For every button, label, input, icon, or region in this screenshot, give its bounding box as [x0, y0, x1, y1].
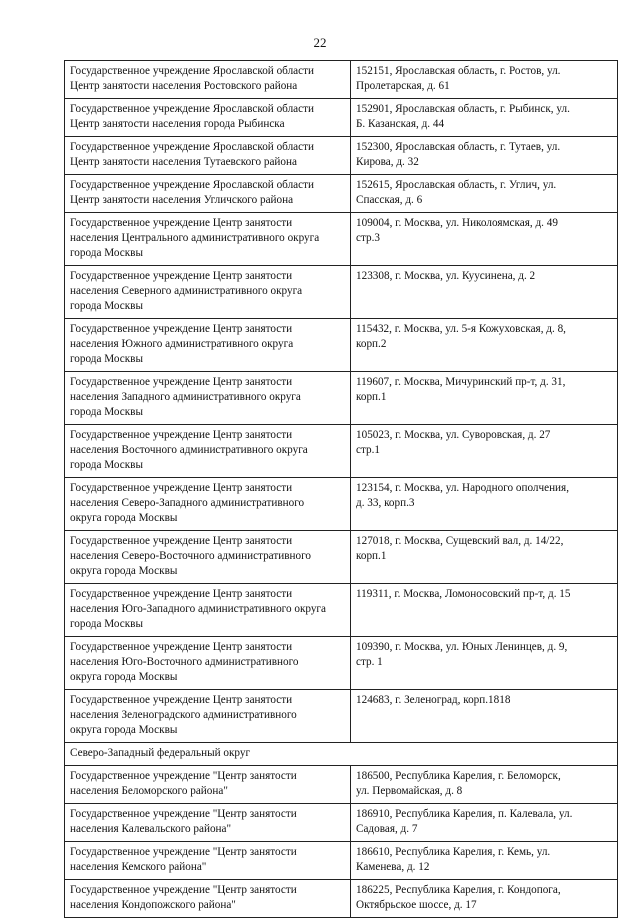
- institution-name-line: Государственное учреждение Ярославской области: [70, 103, 314, 115]
- address-line: 119607, г. Москва, Мичуринский пр-т, д. 31,: [356, 376, 566, 388]
- address-line: 123154, г. Москва, ул. Народного ополчения,: [356, 482, 569, 494]
- institution-name-line: населения Юго-Восточного административного: [70, 656, 299, 668]
- institution-name-line: населения Северного административного округа: [70, 285, 303, 297]
- address-line: 127018, г. Москва, Сущевский вал, д. 14/22,: [356, 535, 564, 547]
- page-number: 22: [313, 35, 327, 50]
- table-row: [65, 842, 618, 880]
- address-line: 152300, Ярославская область, г. Тутаев, ул.: [356, 141, 561, 153]
- address-line: корп.2: [356, 338, 387, 350]
- institution-name-line: населения Кондопожского района": [70, 899, 236, 911]
- address-cell: [351, 478, 618, 531]
- institution-name-line: населения Калевальского района": [70, 823, 232, 835]
- address-cell: [351, 425, 618, 478]
- institution-name-cell: [65, 372, 351, 425]
- address-line: стр.3: [356, 232, 380, 244]
- table-row: [65, 880, 618, 918]
- institution-name-line: населения Западного административного округа: [70, 391, 301, 403]
- address-cell: [351, 880, 618, 918]
- table-row: [65, 175, 618, 213]
- address-line: 186910, Республика Карелия, п. Калевала, ул.: [356, 808, 573, 820]
- address-cell: [351, 61, 618, 99]
- table-row: [65, 584, 618, 637]
- institution-name-line: населения Южного административного округа: [70, 338, 294, 350]
- address-cell: [351, 175, 618, 213]
- address-cell: [351, 766, 618, 804]
- institution-name-cell: [65, 137, 351, 175]
- table-row: [65, 690, 618, 743]
- address-cell: [351, 584, 618, 637]
- table-row: [65, 372, 618, 425]
- institution-name-cell: [65, 213, 351, 266]
- address-line: Октябрьское шоссе, д. 17: [356, 899, 477, 911]
- address-line: ул. Первомайская, д. 8: [356, 785, 463, 797]
- employment-centers-table: [64, 60, 618, 918]
- table-row: [65, 213, 618, 266]
- table-row: [65, 425, 618, 478]
- institution-name-line: округа города Москвы: [70, 512, 178, 524]
- address-cell: [351, 637, 618, 690]
- table-row: [65, 319, 618, 372]
- institution-name-cell: [65, 842, 351, 880]
- address-cell: [351, 266, 618, 319]
- institution-name-cell: [65, 584, 351, 637]
- institution-name-line: Государственное учреждение Центр занятости: [70, 376, 293, 388]
- address-line: 186610, Республика Карелия, г. Кемь, ул.: [356, 846, 551, 858]
- institution-name-line: города Москвы: [70, 353, 143, 365]
- address-line: 186500, Республика Карелия, г. Беломорск,: [356, 770, 561, 782]
- address-line: Спасская, д. 6: [356, 194, 423, 206]
- institution-name-line: Государственное учреждение Центр занятости: [70, 323, 293, 335]
- address-line: 123308, г. Москва, ул. Куусинена, д. 2: [356, 270, 536, 282]
- table-row: [65, 61, 618, 99]
- address-line: 109004, г. Москва, ул. Николоямская, д. 49: [356, 217, 558, 229]
- address-cell: [351, 99, 618, 137]
- address-line: 152901, Ярославская область, г. Рыбинск, ул.: [356, 103, 570, 115]
- table-row: [65, 637, 618, 690]
- institution-name-line: Государственное учреждение Центр занятости: [70, 694, 293, 706]
- address-line: 119311, г. Москва, Ломоносовский пр-т, д. 15: [356, 588, 571, 600]
- address-line: д. 33, корп.3: [356, 497, 415, 509]
- table-row: [65, 766, 618, 804]
- institution-name-line: Государственное учреждение "Центр занятости: [70, 884, 297, 896]
- institution-name-line: Государственное учреждение Центр занятости: [70, 588, 293, 600]
- institution-name-line: Государственное учреждение Центр занятости: [70, 270, 293, 282]
- address-cell: [351, 842, 618, 880]
- institution-name-line: Государственное учреждение Центр занятости: [70, 535, 293, 547]
- institution-name-line: Государственное учреждение "Центр занятости: [70, 846, 297, 858]
- institution-name-cell: [65, 880, 351, 918]
- address-cell: [351, 690, 618, 743]
- institution-name-line: города Москвы: [70, 459, 143, 471]
- address-line: 152615, Ярославская область, г. Углич, ул.: [356, 179, 557, 191]
- institution-name-line: населения Северо-Восточного административного: [70, 550, 312, 562]
- address-line: Каменева, д. 12: [356, 861, 430, 873]
- institution-name-cell: [65, 61, 351, 99]
- institution-name-line: Государственное учреждение Ярославской области: [70, 141, 314, 153]
- institution-name-line: округа города Москвы: [70, 671, 178, 683]
- address-cell: [351, 137, 618, 175]
- institution-name-line: Государственное учреждение Ярославской области: [70, 65, 314, 77]
- address-line: стр.1: [356, 444, 380, 456]
- address-line: 186225, Республика Карелия, г. Кондопога,: [356, 884, 561, 896]
- address-line: Пролетарская, д. 61: [356, 80, 450, 92]
- table-row: [65, 804, 618, 842]
- institution-name-line: населения Зеленоградского административного: [70, 709, 297, 721]
- institution-name-line: Центр занятости населения города Рыбинска: [70, 118, 285, 130]
- institution-name-cell: [65, 637, 351, 690]
- table-body: [65, 61, 618, 918]
- institution-name-line: Государственное учреждение Ярославской области: [70, 179, 314, 191]
- address-line: 124683, г. Зеленоград, корп.1818: [356, 694, 511, 706]
- institution-name-line: города Москвы: [70, 247, 143, 259]
- institution-name-line: Государственное учреждение Центр занятости: [70, 217, 293, 229]
- institution-name-cell: [65, 425, 351, 478]
- institution-name-line: Центр занятости населения Ростовского района: [70, 80, 298, 92]
- institution-name-cell: [65, 99, 351, 137]
- institution-name-line: Государственное учреждение Центр занятости: [70, 429, 293, 441]
- table-row: [65, 137, 618, 175]
- institution-name-line: округа города Москвы: [70, 724, 178, 736]
- address-line: 105023, г. Москва, ул. Суворовская, д. 27: [356, 429, 551, 441]
- institution-name-line: населения Центрального административного округа: [70, 232, 320, 244]
- institution-name-line: Центр занятости населения Угличского района: [70, 194, 294, 206]
- section-row: [65, 743, 618, 766]
- address-line: стр. 1: [356, 656, 383, 668]
- address-line: 109390, г. Москва, ул. Юных Ленинцев, д. 9,: [356, 641, 568, 653]
- institution-name-line: округа города Москвы: [70, 565, 178, 577]
- institution-name-line: населения Беломорского района": [70, 785, 228, 797]
- address-line: Садовая, д. 7: [356, 823, 418, 835]
- institution-name-cell: [65, 690, 351, 743]
- institution-name-cell: [65, 266, 351, 319]
- address-cell: [351, 372, 618, 425]
- institution-name-line: населения Северо-Западного административного: [70, 497, 305, 509]
- table-row: [65, 266, 618, 319]
- institution-name-line: населения Юго-Западного административного округа: [70, 603, 326, 615]
- section-title: Северо-Западный федеральный округ: [65, 743, 618, 766]
- address-line: Кирова, д. 32: [356, 156, 419, 168]
- address-line: Б. Казанская, д. 44: [356, 118, 445, 130]
- address-line: корп.1: [356, 550, 387, 562]
- institution-name-line: города Москвы: [70, 300, 143, 312]
- institution-name-line: Государственное учреждение "Центр занятости: [70, 770, 297, 782]
- institution-name-cell: [65, 319, 351, 372]
- institution-name-line: города Москвы: [70, 618, 143, 630]
- institution-name-line: Государственное учреждение Центр занятости: [70, 482, 293, 494]
- institution-name-line: населения Восточного административного округа: [70, 444, 308, 456]
- address-line: 115432, г. Москва, ул. 5-я Кожуховская, д. 8,: [356, 323, 566, 335]
- table-row: [65, 99, 618, 137]
- institution-name-cell: [65, 804, 351, 842]
- institution-name-cell: [65, 531, 351, 584]
- institution-name-line: Центр занятости населения Тутаевского района: [70, 156, 297, 168]
- table-row: [65, 478, 618, 531]
- institution-name-line: населения Кемского района": [70, 861, 207, 873]
- institution-name-cell: [65, 175, 351, 213]
- table-row: [65, 531, 618, 584]
- address-cell: [351, 319, 618, 372]
- institution-name-cell: [65, 766, 351, 804]
- institution-name-line: Государственное учреждение "Центр занятости: [70, 808, 297, 820]
- address-cell: [351, 213, 618, 266]
- address-cell: [351, 531, 618, 584]
- institution-name-line: города Москвы: [70, 406, 143, 418]
- institution-name-line: Государственное учреждение Центр занятости: [70, 641, 293, 653]
- institution-name-cell: [65, 478, 351, 531]
- address-cell: [351, 804, 618, 842]
- address-line: корп.1: [356, 391, 387, 403]
- address-line: 152151, Ярославская область, г. Ростов, ул.: [356, 65, 561, 77]
